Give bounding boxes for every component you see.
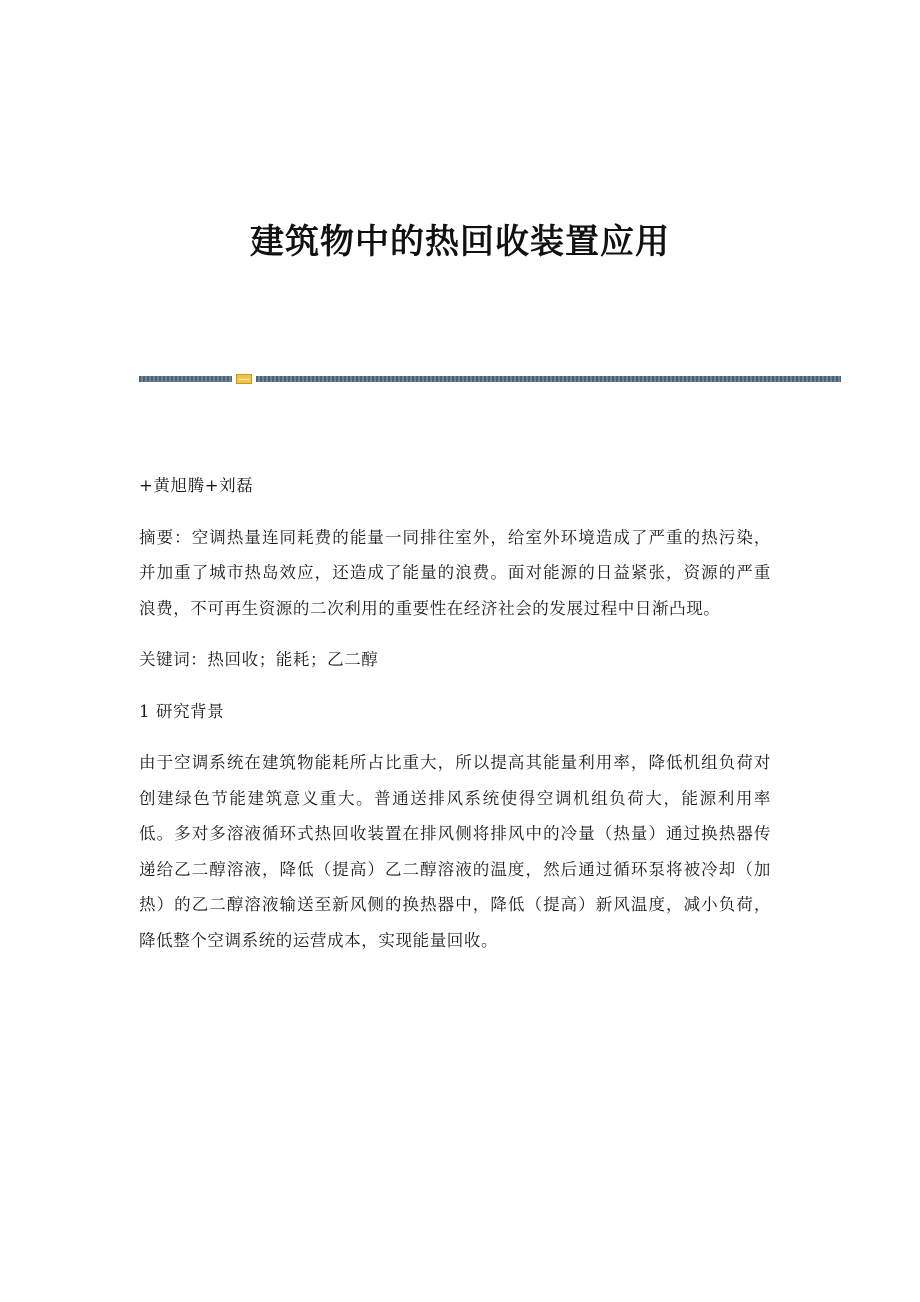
- divider-ornament-icon: [236, 374, 252, 384]
- section-heading: 1 研究背景: [139, 701, 225, 721]
- divider-bar-right: [256, 376, 841, 382]
- divider-bar-left: [139, 376, 232, 382]
- title-divider: [139, 374, 841, 384]
- page-title: 建筑物中的热回收装置应用: [250, 222, 670, 262]
- document-body: [139, 468, 771, 974]
- abstract-paragraph: 摘要：空调热量连同耗费的能量一同排往室外，给室外环境造成了严重的热污染，并加重了城市热岛效应，还造成了能量的浪费。面对能源的日益紧张，资源的严重浪费，不可再生资源的二次利用的重要性在经济社会的发展过程中日渐凸现。: [139, 527, 771, 618]
- authors-line: +黄旭腾+刘磊: [139, 476, 254, 495]
- body-paragraph: 由于空调系统在建筑物能耗所占比重大，所以提高其能量利用率，降低机组负荷对创建绿色节能建筑意义重大。普通送排风系统使得空调机组负荷大，能源利用率低。多对多溶液循环式热回收装置在排风侧将排风中的冷量（热量）通过换热器传递给乙二醇溶液，降低（提高）乙二醇溶液的温度，然后通过循环泵将被冷却（加热）的乙二醇溶液输送至新风侧的换热器中，降低（提高）新风温度，减小负荷，降低整个空调系统的运营成本，实现能量回收。: [139, 753, 771, 950]
- keywords-line: 关键词：热回收；能耗；乙二醇: [139, 650, 379, 669]
